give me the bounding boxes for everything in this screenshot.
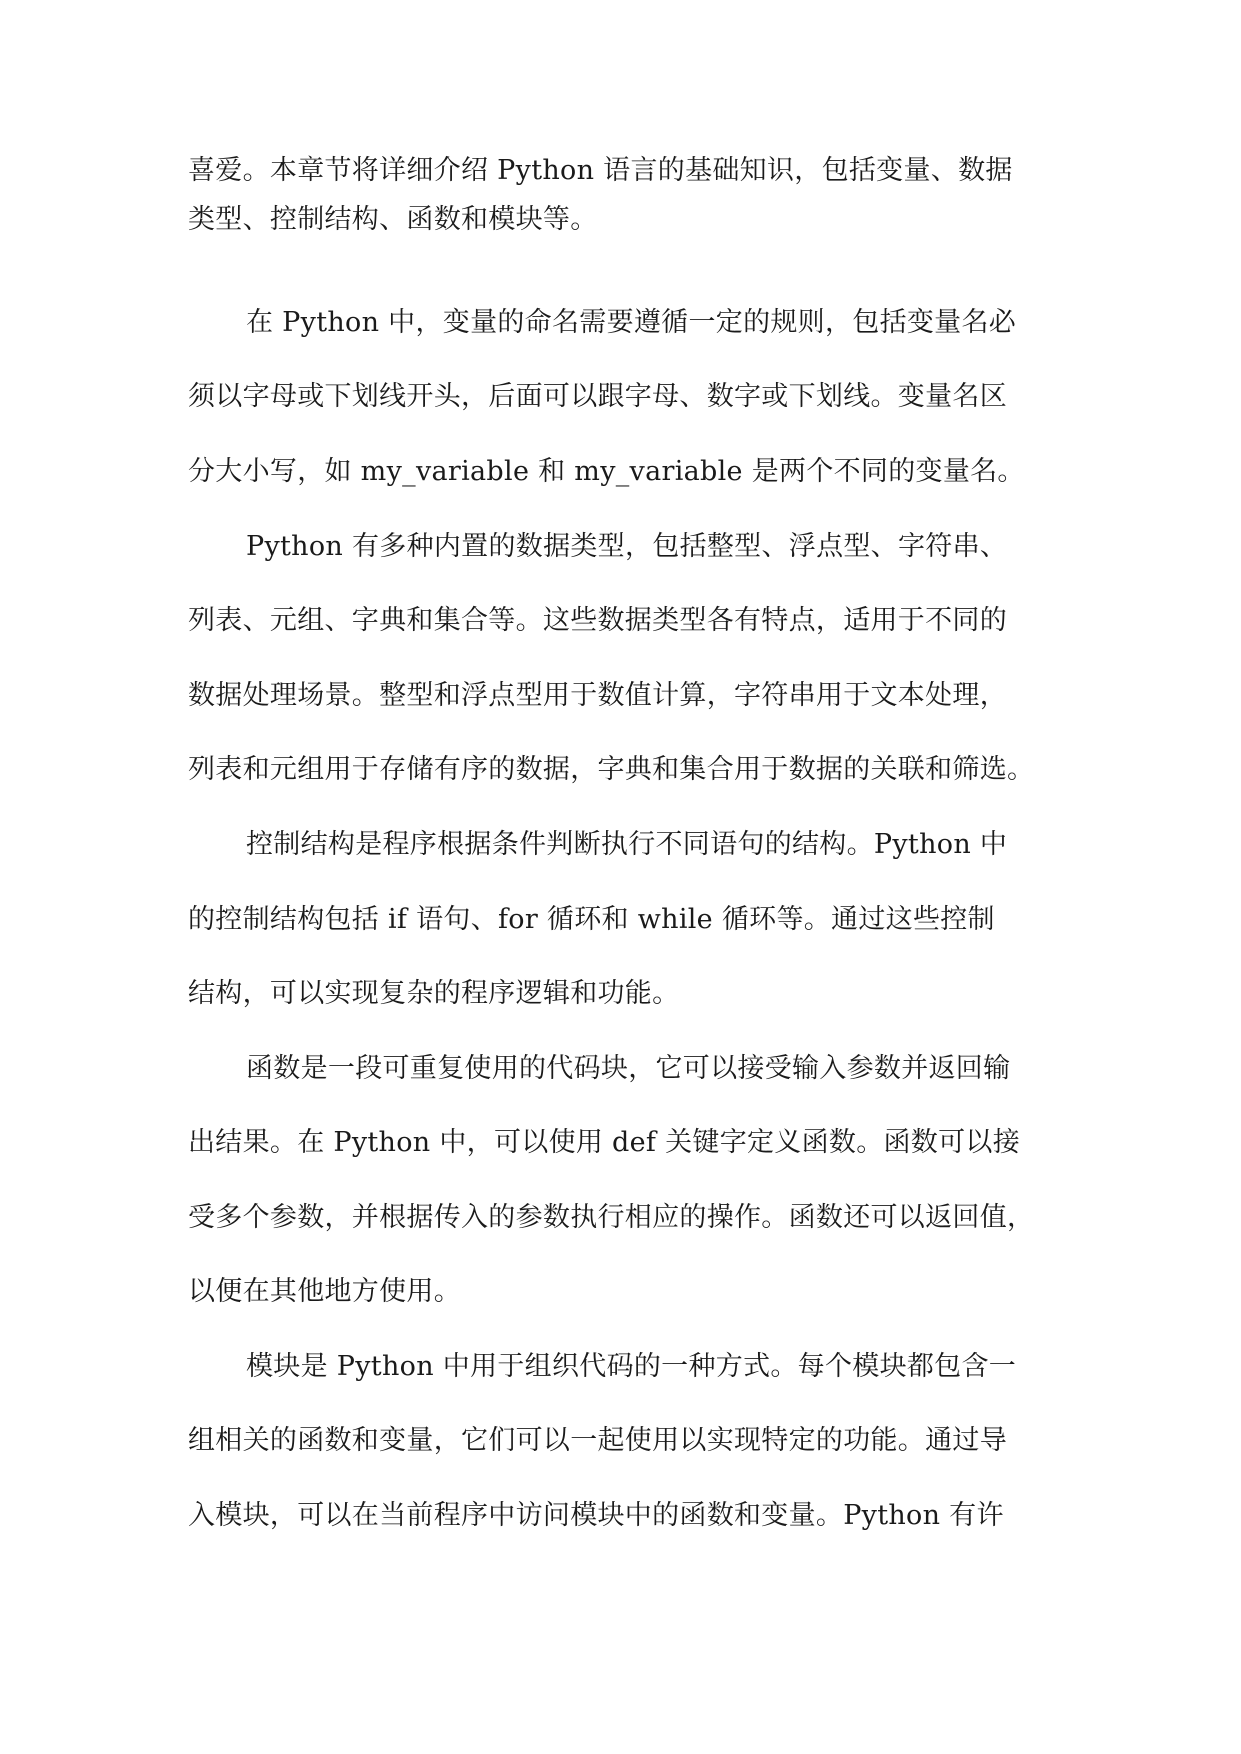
text-line: 组相关的函数和变量，它们可以一起使用以实现特定的功能。通过导 xyxy=(188,1425,1007,1456)
text-line: 的控制结构包括 if 语句、for 循环和 while 循环等。通过这些控制 xyxy=(188,904,995,935)
paragraph-first-line: Python 有多种内置的数据类型，包括整型、浮点型、字符串、 xyxy=(246,531,1008,562)
text-line: 入模块，可以在当前程序中访问模块中的函数和变量。Python 有许 xyxy=(188,1500,1004,1531)
text-line: 数据处理场景。整型和浮点型用于数值计算，字符串用于文本处理， xyxy=(188,680,1007,711)
text-line: 结构，可以实现复杂的程序逻辑和功能。 xyxy=(188,978,680,1009)
text-line: 分大小写，如 my_variable 和 my_variable 是两个不同的变量名。 xyxy=(188,456,1025,487)
paragraph-first-line: 函数是一段可重复使用的代码块，它可以接受输入参数并返回输 xyxy=(246,1053,1011,1084)
text-line: 类型、控制结构、函数和模块等。 xyxy=(188,204,598,235)
paragraph-first-line: 模块是 Python 中用于组织代码的一种方式。每个模块都包含一 xyxy=(246,1351,1017,1382)
paragraph-first-line: 控制结构是程序根据条件判断执行不同语句的结构。Python 中 xyxy=(246,829,1008,860)
text-line: 出结果。在 Python 中，可以使用 def 关键字定义函数。函数可以接 xyxy=(188,1127,1020,1158)
text-line: 列表、元组、字典和集合等。这些数据类型各有特点，适用于不同的 xyxy=(188,605,1007,636)
text-line: 以便在其他地方使用。 xyxy=(188,1276,461,1307)
text-line: 列表和元组用于存储有序的数据，字典和集合用于数据的关联和筛选。 xyxy=(188,754,1035,785)
text-line: 须以字母或下划线开头，后面可以跟字母、数字或下划线。变量名区 xyxy=(188,381,1007,412)
text-line: 喜爱。本章节将详细介绍 Python 语言的基础知识，包括变量、数据 xyxy=(188,155,1013,186)
text-line: 受多个参数，并根据传入的参数执行相应的操作。函数还可以返回值， xyxy=(188,1202,1035,1233)
paragraph-first-line: 在 Python 中，变量的命名需要遵循一定的规则，包括变量名必 xyxy=(246,307,1017,338)
